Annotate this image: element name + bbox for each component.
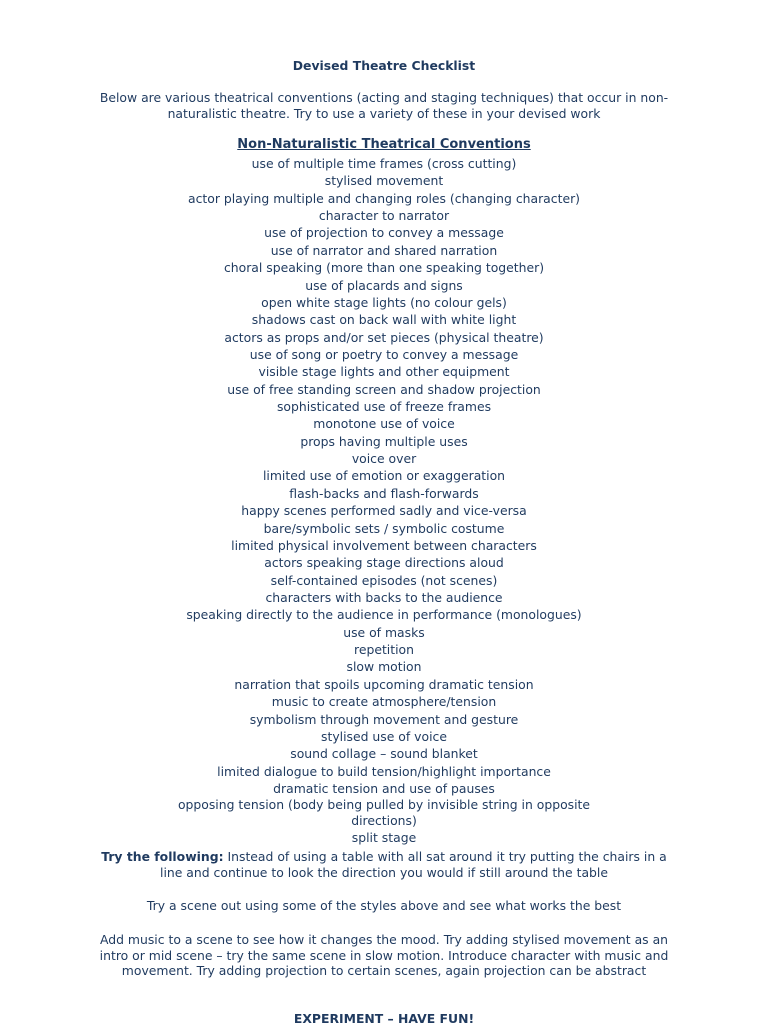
music-paragraph: Add music to a scene to see how it changes the mood. Try adding stylised movement as an intro or mid scene – try the same scene in slow motion. Introduce character with music and movement. Try adding projection to certain scenes, again projection can be abstract xyxy=(99,932,669,978)
convention-item: limited dialogue to build tension/highlight importance xyxy=(217,763,551,779)
section-heading: Non-Naturalistic Theatrical Conventions xyxy=(237,137,531,152)
convention-item: split stage xyxy=(351,830,417,846)
convention-item: stylised use of voice xyxy=(321,728,447,744)
try-following-label: Try the following: xyxy=(101,849,224,864)
convention-item: actors speaking stage directions aloud xyxy=(264,555,504,571)
convention-item: characters with backs to the audience xyxy=(265,589,503,605)
convention-item: opposing tension (body being pulled by invisible string in opposite directions) xyxy=(177,797,591,828)
convention-item: use of masks xyxy=(343,624,425,640)
intro-paragraph: Below are various theatrical conventions (acting and staging techniques) that occur in non-naturalistic theatre. Try to use a variety of these in your devised work xyxy=(99,90,669,121)
page-title: Devised Theatre Checklist xyxy=(292,58,476,73)
convention-item: choral speaking (more than one speaking together) xyxy=(223,260,545,276)
convention-item: limited physical involvement between characters xyxy=(231,537,537,553)
convention-item: actors as props and/or set pieces (physical theatre) xyxy=(224,329,544,345)
closing-line: EXPERIMENT – HAVE FUN! xyxy=(293,1011,475,1026)
try-following-paragraph xyxy=(95,849,673,880)
convention-item: voice over xyxy=(351,451,417,467)
try-following-text: Instead of using a table with all sat around it try putting the chairs in a line and continue to look the direction you would if still around the table xyxy=(160,849,667,880)
convention-item: monotone use of voice xyxy=(313,416,455,432)
convention-item: slow motion xyxy=(346,659,422,675)
convention-item: narration that spoils upcoming dramatic tension xyxy=(234,676,534,692)
convention-item: shadows cast on back wall with white light xyxy=(251,312,517,328)
convention-item: self-contained episodes (not scenes) xyxy=(270,572,498,588)
convention-item: use of placards and signs xyxy=(305,277,463,293)
convention-item: stylised movement xyxy=(324,173,444,189)
convention-item: repetition xyxy=(354,642,414,658)
convention-item: music to create atmosphere/tension xyxy=(271,694,497,710)
convention-item: props having multiple uses xyxy=(300,433,468,449)
convention-item: symbolism through movement and gesture xyxy=(249,711,519,727)
convention-item: use of projection to convey a message xyxy=(264,225,504,241)
convention-item: sophisticated use of freeze frames xyxy=(276,399,492,415)
convention-item: open white stage lights (no colour gels) xyxy=(261,294,507,310)
convention-item: use of song or poetry to convey a message xyxy=(249,346,519,362)
convention-item: happy scenes performed sadly and vice-versa xyxy=(241,503,527,519)
convention-item: actor playing multiple and changing roles (changing character) xyxy=(187,190,580,206)
convention-item: dramatic tension and use of pauses xyxy=(273,780,495,796)
convention-item: visible stage lights and other equipment xyxy=(258,364,510,380)
conventions-list xyxy=(150,155,618,847)
convention-item: character to narrator xyxy=(318,208,450,224)
convention-item: bare/symbolic sets / symbolic costume xyxy=(263,520,505,536)
convention-item: flash-backs and flash-forwards xyxy=(289,485,479,501)
convention-item: use of narrator and shared narration xyxy=(270,242,498,258)
convention-item: limited use of emotion or exaggeration xyxy=(262,468,506,484)
convention-item: use of free standing screen and shadow projection xyxy=(227,381,541,397)
convention-item: sound collage – sound blanket xyxy=(290,746,478,762)
convention-item: use of multiple time frames (cross cutting) xyxy=(251,156,517,171)
styles-paragraph: Try a scene out using some of the styles above and see what works the best xyxy=(146,898,622,913)
convention-item: speaking directly to the audience in performance (monologues) xyxy=(186,607,582,623)
